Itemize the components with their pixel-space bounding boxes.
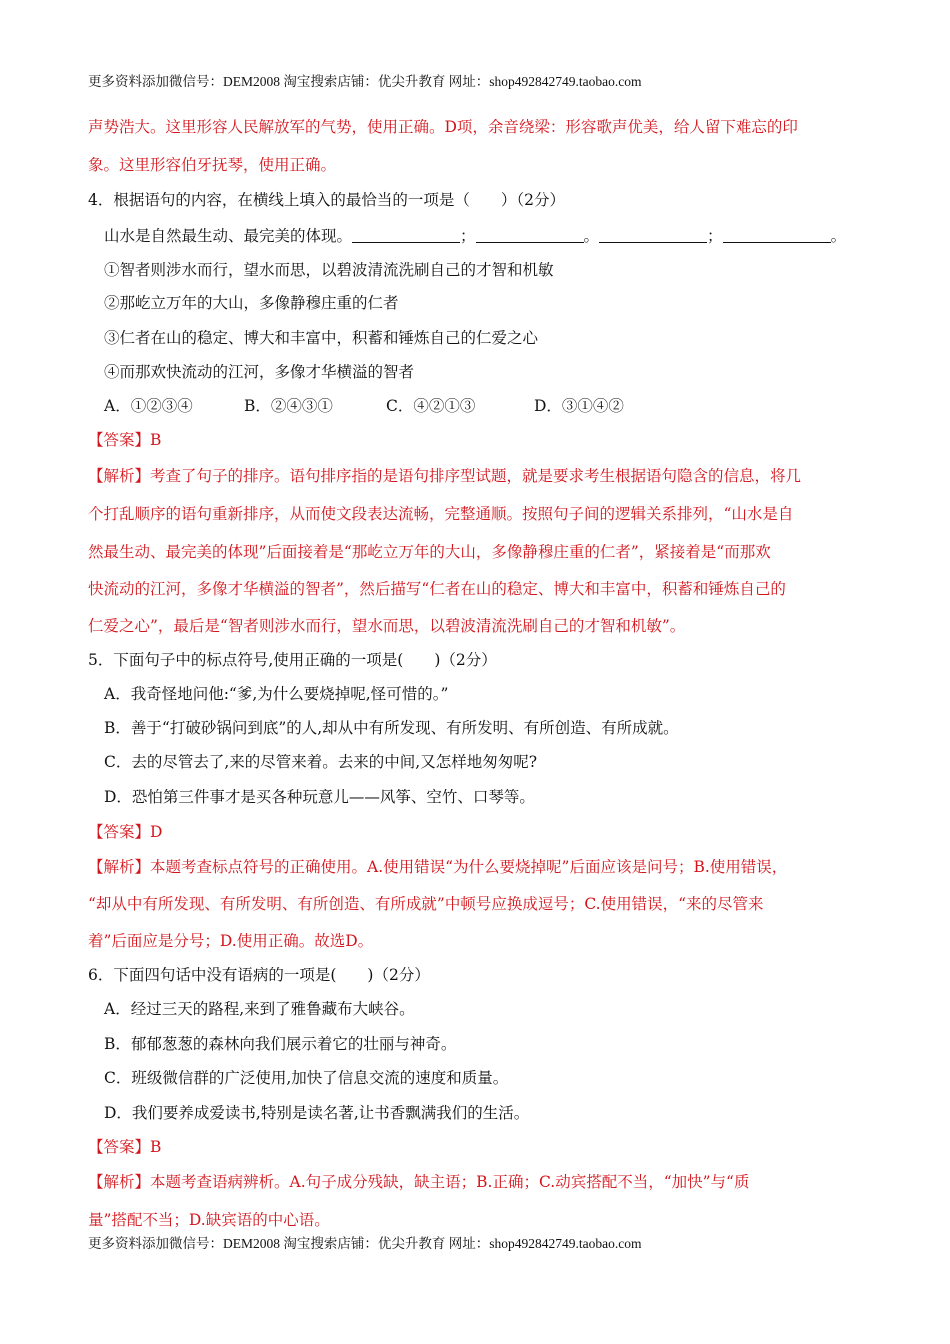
q4-options [104,396,624,416]
prev-analysis-line-1: 声势浩大。这里形容人民解放军的气势，使用正确。D项，余音绕梁：形容歌声优美，给人留下难忘的印 [88,118,798,136]
answer-tag: 【答案】 [88,431,151,449]
answer-value: B [150,431,162,449]
q4-option-a: A．①②③④ [104,397,193,415]
q6-option-d: D．我们要养成爱读书,特别是读名著,让书香飘满我们的生活。 [104,1104,530,1122]
q4-analysis-line-3: 然最生动、最完美的体现”后面接着是“那屹立万年的大山，多像静穆庄重的仁者”，紧接着是“而那欢 [88,543,771,561]
q6-stem: 6．下面四句话中没有语病的一项是( )（2分） [88,966,430,984]
blank-4 [723,228,831,243]
q4-fill-sentence [104,226,846,246]
q4-analysis-line-2: 个打乱顺序的语句重新排序，从而使文段表达流畅，完整通顺。按照句子间的逻辑关系排列，“山水是自 [88,505,794,523]
q4-sep-3: ； [707,227,723,245]
q6-answer [88,1137,161,1157]
q5-analysis-line-2: “却从中有所发现、有所发明、有所创造、有所成就”中顿号应换成逗号；C.使用错误，“来的尽管来 [88,895,764,913]
q4-stem: 4．根据语句的内容，在横线上填入的最恰当的一项是（ ）（2分） [88,191,565,209]
q4-option-b: B．②④③① [244,397,333,415]
analysis-tag: 【解析】 [88,467,151,485]
q4-answer [88,430,161,450]
blank-1 [352,228,460,243]
q5-option-a: A．我奇怪地问他:“爹,为什么要烧掉呢,怪可惜的。” [104,685,449,703]
page-footer: 更多资料添加微信号：DEM2008 淘宝搜索店铺：优尖升教育 网址：shop492842749.taobao.com [88,1236,642,1251]
q5-answer [88,822,162,842]
q5-option-c: C．去的尽管去了,来的尽管来着。去来的中间,又怎样地匆匆呢? [104,753,538,771]
q6-option-a: A．经过三天的路程,来到了雅鲁藏布大峡谷。 [104,1000,415,1018]
q4-option-c: C．④②①③ [386,397,476,415]
blank-2 [476,228,584,243]
answer-value: D [150,823,163,841]
q4-sep-1: ； [460,227,476,245]
q4-analysis-line-1 [88,466,801,486]
q6-option-c: C．班级微信群的广泛使用,加快了信息交流的速度和质量。 [104,1069,509,1087]
answer-tag: 【答案】 [88,1138,151,1156]
q4-analysis-line-5: 仁爱之心”，最后是“智者则涉水而行，望水而思，以碧波清流洗刷自己的才智和机敏”。 [88,617,686,635]
q6-analysis-line-2: 量”搭配不当；D.缺宾语的中心语。 [88,1211,330,1229]
q5-option-d: D．恐怕第三件事才是买各种玩意儿——风筝、空竹、口琴等。 [104,788,535,806]
q6-option-b: B．郁郁葱葱的森林向我们展示着它的壮丽与神奇。 [104,1035,457,1053]
q5-analysis-line-3: 着”后面应是分号；D.使用正确。故选D。 [88,932,374,950]
analysis-text: 本题考查标点符号的正确使用。A.使用错误“为什么要烧掉呢”后面应该是问号；B.使用错误， [150,858,788,876]
analysis-text: 本题考查语病辨析。A.句子成分残缺，缺主语；B.正确；C.动宾搭配不当，“加快”与“质 [150,1173,750,1191]
answer-value: B [150,1138,162,1156]
analysis-tag: 【解析】 [88,858,151,876]
q5-analysis-line-1 [88,857,787,877]
blank-3 [599,228,707,243]
prev-analysis-line-2: 象。这里形容伯牙抚琴，使用正确。 [88,156,337,174]
answer-tag: 【答案】 [88,823,151,841]
q5-stem: 5．下面句子中的标点符号,使用正确的一项是( )（2分） [88,651,497,669]
q6-analysis-line-1 [88,1172,749,1192]
q5-option-b: B．善于“打破砂锅问到底”的人,却从中有所发现、有所发明、有所创造、有所成就。 [104,719,679,737]
analysis-tag: 【解析】 [88,1173,151,1191]
analysis-text: 考查了句子的排序。语句排序指的是语句排序型试题，就是要求考生根据语句隐含的信息，将几 [150,467,802,485]
q4-analysis-line-4: 快流动的江河，多像才华横溢的智者”，然后描写“仁者在山的稳定、博大和丰富中，积蓄和锤炼自己的 [88,580,786,598]
q4-fill-prefix: 山水是自然最生动、最完美的体现。 [104,227,353,245]
q4-item-1: ①智者则涉水而行，望水而思，以碧波清流洗刷自己的才智和机敏 [104,261,554,279]
page-header: 更多资料添加微信号：DEM2008 淘宝搜索店铺：优尖升教育 网址：shop492842749.taobao.com [88,74,642,89]
q4-option-d: D．③①④② [534,397,624,415]
q4-item-2: ②那屹立万年的大山，多像静穆庄重的仁者 [104,294,399,312]
q4-sep-4: 。 [830,227,847,245]
q4-sep-2: 。 [583,227,600,245]
q4-item-4: ④而那欢快流动的江河，多像才华横溢的智者 [104,363,415,381]
q4-item-3: ③仁者在山的稳定、博大和丰富中，积蓄和锤炼自己的仁爱之心 [104,329,539,347]
